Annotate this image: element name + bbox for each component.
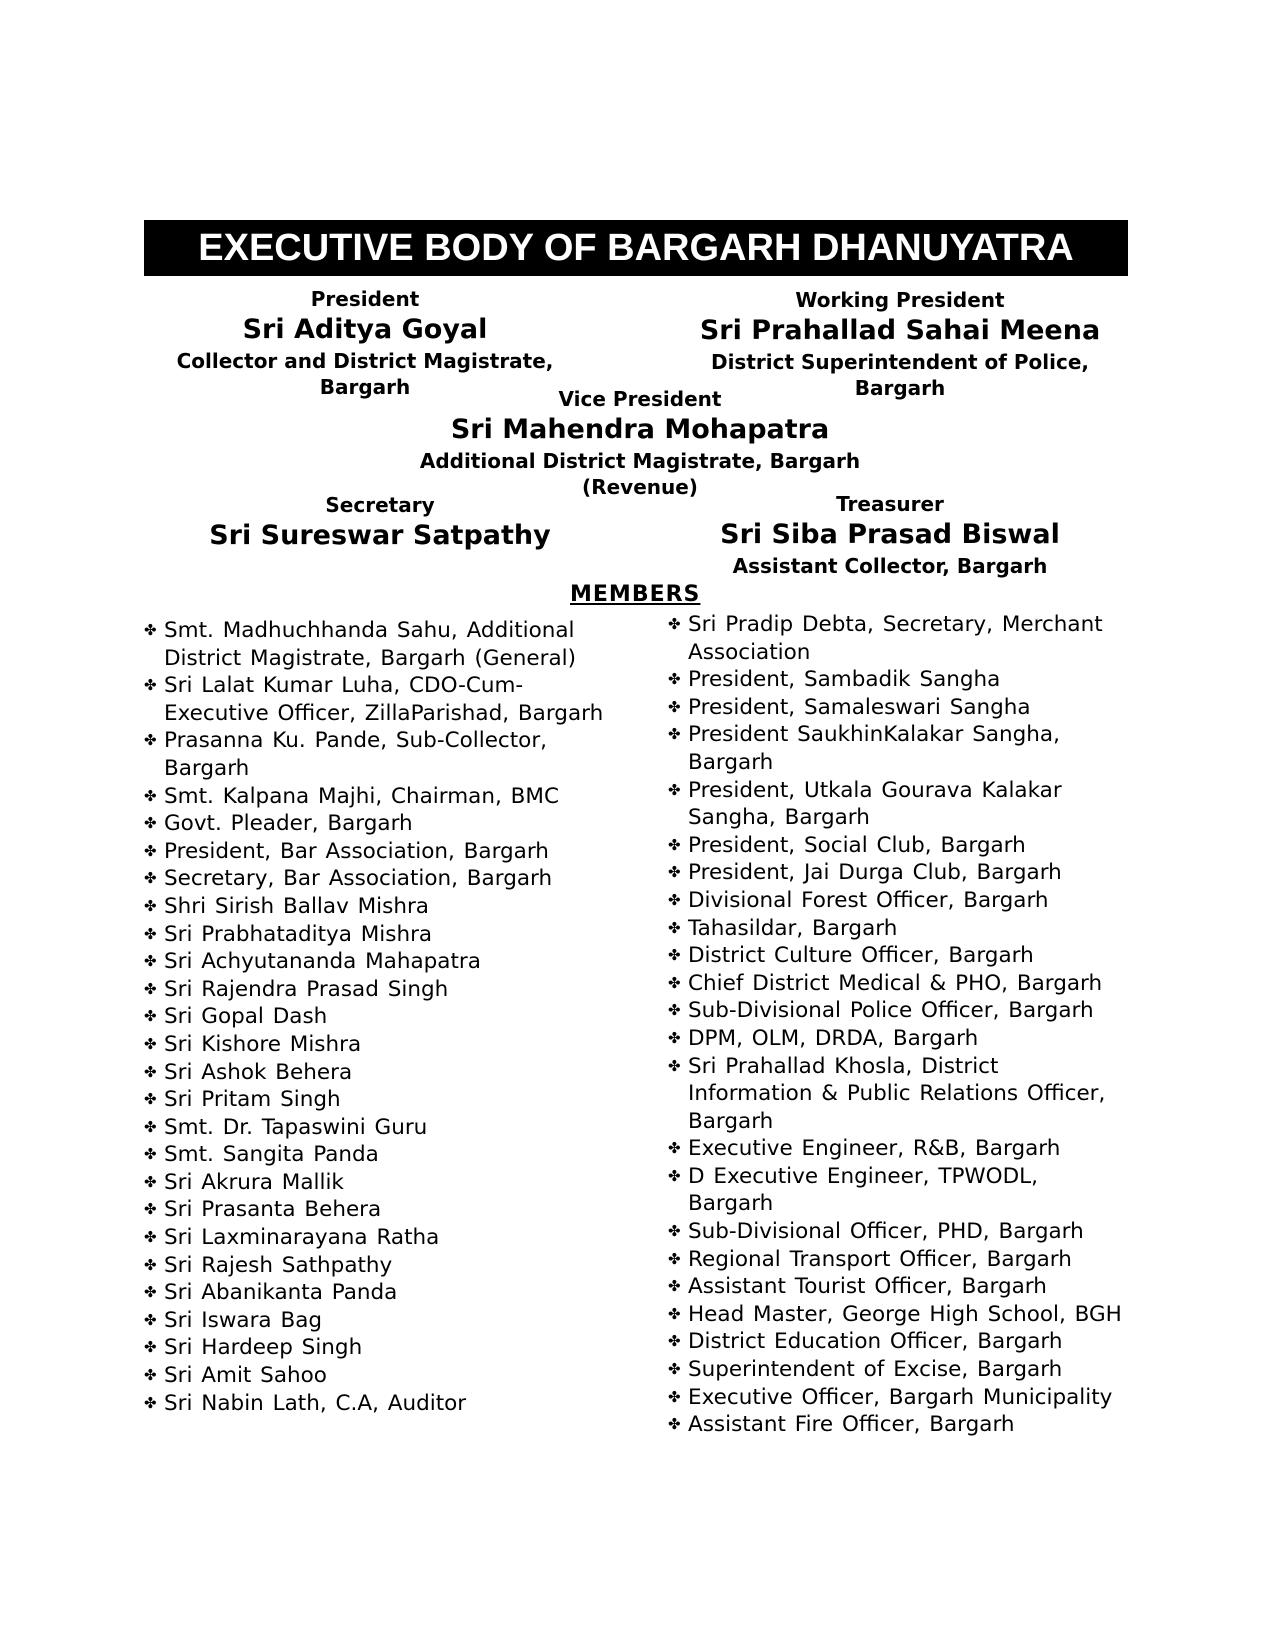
member-text: Sri Nabin Lath, C.A, Auditor xyxy=(164,1390,467,1416)
members-list-left xyxy=(144,617,624,1417)
member-item xyxy=(668,1273,1130,1301)
member-item xyxy=(144,1086,624,1114)
member-text: President, Jai Durga Club, Bargarh xyxy=(688,860,1062,886)
member-text: Prasanna Ku. Pande, Sub-Collector, Bargarh xyxy=(164,728,548,781)
bullet-icon: ✤ xyxy=(144,1283,157,1302)
bullet-icon: ✤ xyxy=(668,1056,681,1075)
member-text: Executive Officer, Bargarh Municipality xyxy=(688,1384,1113,1410)
vice-president-designation-line1: Additional District Magistrate, Bargarh xyxy=(419,449,861,473)
vice-president-name: Sri Mahendra Mohapatra xyxy=(450,414,830,445)
secretary-name: Sri Sureswar Satpathy xyxy=(209,520,551,551)
member-item xyxy=(144,1252,624,1280)
bullet-icon: ✤ xyxy=(144,1172,157,1191)
member-item xyxy=(668,1135,1130,1163)
treasurer-name: Sri Siba Prasad Biswal xyxy=(720,519,1060,550)
member-text: President, Utkala Gourava Kalakar Sangha, Bargarh xyxy=(688,777,1062,831)
bullet-icon: ✤ xyxy=(144,1255,157,1274)
bullet-icon: ✤ xyxy=(144,676,157,695)
member-item xyxy=(144,672,624,727)
bullet-icon: ✤ xyxy=(144,979,157,998)
member-item xyxy=(144,783,624,811)
working-president-role: Working President xyxy=(795,288,1005,312)
vice-president-block xyxy=(400,386,880,500)
member-item xyxy=(668,1301,1130,1329)
member-item xyxy=(668,1384,1130,1412)
member-text: President, Sambadik Sangha xyxy=(688,667,1001,693)
member-text: Assistant Fire Officer, Bargarh xyxy=(688,1412,1015,1438)
member-item xyxy=(668,1025,1130,1053)
bullet-icon: ✤ xyxy=(668,835,681,854)
member-item xyxy=(144,1141,624,1169)
member-text: Sub-Divisional Officer, PHD, Bargarh xyxy=(688,1219,1084,1245)
member-item xyxy=(668,942,1130,970)
member-text: President, Samaleswari Sangha xyxy=(688,694,1031,720)
member-text: Sri Rajendra Prasad Singh xyxy=(164,976,449,1002)
member-item xyxy=(668,1411,1130,1439)
member-item xyxy=(668,915,1130,943)
member-item xyxy=(144,948,624,976)
member-text: Assistant Tourist Officer, Bargarh xyxy=(688,1274,1047,1300)
member-item xyxy=(144,727,624,782)
secretary-block xyxy=(180,492,580,554)
bullet-icon: ✤ xyxy=(144,1034,157,1053)
member-item xyxy=(668,997,1130,1025)
member-item xyxy=(668,970,1130,998)
bullet-icon: ✤ xyxy=(668,780,681,799)
president-block xyxy=(130,286,600,400)
member-item xyxy=(668,832,1130,860)
member-item xyxy=(668,1328,1130,1356)
bullet-icon: ✤ xyxy=(144,1310,157,1329)
bullet-icon: ✤ xyxy=(668,1387,681,1406)
member-item xyxy=(668,1246,1130,1274)
bullet-icon: ✤ xyxy=(144,1090,157,1109)
bullet-icon: ✤ xyxy=(144,924,157,943)
member-text: Sub-Divisional Police Officer, Bargarh xyxy=(688,998,1094,1024)
bullet-icon: ✤ xyxy=(144,1366,157,1385)
member-item xyxy=(668,777,1130,832)
member-text: President, Bar Association, Bargarh xyxy=(164,838,549,864)
member-text: Head Master, George High School, BGH xyxy=(688,1301,1122,1327)
bullet-icon: ✤ xyxy=(144,1007,157,1026)
member-text: Smt. Kalpana Majhi, Chairman, BMC xyxy=(164,783,559,809)
treasurer-block xyxy=(690,491,1090,579)
member-text: Sri Kishore Mishra xyxy=(164,1031,362,1057)
bullet-icon: ✤ xyxy=(668,890,681,909)
member-text: Executive Engineer, R&B, Bargarh xyxy=(688,1136,1061,1162)
member-item xyxy=(668,721,1130,776)
member-text: Shri Sirish Ballav Mishra xyxy=(164,893,429,919)
member-text: Sri Amit Sahoo xyxy=(164,1363,327,1389)
member-item xyxy=(144,1362,624,1390)
member-text: President, Social Club, Bargarh xyxy=(688,832,1026,858)
bullet-icon: ✤ xyxy=(144,896,157,915)
bullet-icon: ✤ xyxy=(144,1338,157,1357)
member-text: Sri Akrura Mallik xyxy=(164,1169,344,1195)
bullet-icon: ✤ xyxy=(144,952,157,971)
working-president-designation-line1: District Superintendent of Police, xyxy=(710,350,1090,374)
vice-president-role: Vice President xyxy=(558,387,722,411)
member-item xyxy=(144,1224,624,1252)
member-item xyxy=(668,666,1130,694)
member-item xyxy=(144,1334,624,1362)
bullet-icon: ✤ xyxy=(144,869,157,888)
member-item xyxy=(144,921,624,949)
bullet-icon: ✤ xyxy=(668,1249,681,1268)
bullet-icon: ✤ xyxy=(144,814,157,833)
bullet-icon: ✤ xyxy=(144,841,157,860)
member-item xyxy=(668,694,1130,722)
member-item xyxy=(144,838,624,866)
member-text: Sri Achyutananda Mahapatra xyxy=(164,949,481,975)
member-item xyxy=(668,859,1130,887)
member-text: Sri Pritam Singh xyxy=(164,1087,341,1113)
member-item xyxy=(144,865,624,893)
member-text: President SaukhinKalakar Sangha, Bargarh xyxy=(688,722,1060,775)
bullet-icon: ✤ xyxy=(144,1062,157,1081)
bullet-icon: ✤ xyxy=(668,1222,681,1241)
president-designation: Collector and District Magistrate, Bargarh xyxy=(176,349,554,399)
member-item xyxy=(668,611,1130,666)
bullet-icon: ✤ xyxy=(144,1145,157,1164)
member-text: Sri Prasanta Behera xyxy=(164,1197,382,1223)
working-president-designation-line2: Bargarh xyxy=(854,376,946,400)
member-item xyxy=(144,1390,624,1418)
member-item xyxy=(668,1053,1130,1136)
member-item xyxy=(144,1059,624,1087)
member-text: DPM, OLM, DRDA, Bargarh xyxy=(688,1025,979,1051)
bullet-icon: ✤ xyxy=(668,918,681,937)
member-text: Smt. Sangita Panda xyxy=(164,1142,379,1168)
member-text: District Education Officer, Bargarh xyxy=(688,1329,1063,1355)
page-title: EXECUTIVE BODY OF BARGARH DHANUYATRA xyxy=(144,220,1128,276)
member-text: Chief District Medical & PHO, Bargarh xyxy=(688,970,1103,996)
treasurer-designation: Assistant Collector, Bargarh xyxy=(732,554,1048,578)
member-text: Secretary, Bar Association, Bargarh xyxy=(164,866,553,892)
member-text: District Culture Officer, Bargarh xyxy=(688,943,1034,969)
member-item xyxy=(144,1307,624,1335)
member-text: Superintendent of Excise, Bargarh xyxy=(688,1357,1063,1383)
member-text: Govt. Pleader, Bargarh xyxy=(164,811,413,837)
member-item xyxy=(668,1356,1130,1384)
member-text: Sri Laxminarayana Ratha xyxy=(164,1225,440,1251)
president-name: Sri Aditya Goyal xyxy=(242,314,488,345)
member-item xyxy=(144,1196,624,1224)
bullet-icon: ✤ xyxy=(144,731,157,750)
member-text: Smt. Dr. Tapaswini Guru xyxy=(164,1114,428,1140)
member-text: Sri Pradip Debta, Secretary, Merchant Association xyxy=(688,612,1103,665)
member-text: Divisional Forest Officer, Bargarh xyxy=(688,887,1049,913)
bullet-icon: ✤ xyxy=(668,697,681,716)
member-text: Regional Transport Officer, Bargarh xyxy=(688,1246,1072,1272)
bullet-icon: ✤ xyxy=(668,1001,681,1020)
bullet-icon: ✤ xyxy=(144,1200,157,1219)
member-text: Tahasildar, Bargarh xyxy=(688,915,898,941)
members-list-right xyxy=(668,611,1130,1439)
member-item xyxy=(668,1218,1130,1246)
member-item xyxy=(144,1279,624,1307)
bullet-icon: ✤ xyxy=(668,1277,681,1296)
member-text: Sri Abanikanta Panda xyxy=(164,1280,398,1306)
president-role: President xyxy=(310,287,420,311)
member-text: D Executive Engineer, TPWODL, Bargarh xyxy=(688,1163,1038,1217)
bullet-icon: ✤ xyxy=(668,670,681,689)
bullet-icon: ✤ xyxy=(668,1360,681,1379)
bullet-icon: ✤ xyxy=(668,1166,681,1185)
member-item xyxy=(144,1114,624,1142)
bullet-icon: ✤ xyxy=(668,1139,681,1158)
vice-president-designation-line2: (Revenue) xyxy=(582,475,698,499)
member-text: Sri Prahallad Khosla, District Information & Public Relations Officer, Bargarh xyxy=(688,1053,1106,1134)
bullet-icon: ✤ xyxy=(668,1415,681,1434)
member-item xyxy=(668,887,1130,915)
bullet-icon: ✤ xyxy=(668,1028,681,1047)
member-item xyxy=(144,893,624,921)
bullet-icon: ✤ xyxy=(668,863,681,882)
bullet-icon: ✤ xyxy=(144,1393,157,1412)
member-item xyxy=(144,1003,624,1031)
secretary-role: Secretary xyxy=(325,493,435,517)
member-item xyxy=(144,1169,624,1197)
member-text: Sri Hardeep Singh xyxy=(164,1335,363,1361)
treasurer-role: Treasurer xyxy=(836,492,944,516)
bullet-icon: ✤ xyxy=(144,621,157,639)
members-heading: MEMBERS xyxy=(570,582,701,607)
bullet-icon: ✤ xyxy=(144,1117,157,1136)
bullet-icon: ✤ xyxy=(144,786,157,805)
member-text: Sri Iswara Bag xyxy=(164,1307,323,1333)
member-item xyxy=(144,810,624,838)
bullet-icon: ✤ xyxy=(668,615,681,633)
bullet-icon: ✤ xyxy=(668,973,681,992)
member-text: Smt. Madhuchhanda Sahu, Additional District Magistrate, Bargarh (General) xyxy=(164,618,577,671)
member-text: Sri Ashok Behera xyxy=(164,1059,353,1085)
member-text: Sri Prabhataditya Mishra xyxy=(164,921,433,947)
member-item xyxy=(144,976,624,1004)
member-item xyxy=(668,1163,1130,1218)
bullet-icon: ✤ xyxy=(144,1228,157,1247)
bullet-icon: ✤ xyxy=(668,725,681,744)
member-text: Sri Gopal Dash xyxy=(164,1004,328,1030)
member-item xyxy=(144,617,624,672)
working-president-name: Sri Prahallad Sahai Meena xyxy=(699,315,1101,346)
working-president-block xyxy=(660,287,1140,401)
member-item xyxy=(144,1031,624,1059)
member-text: Sri Rajesh Sathpathy xyxy=(164,1252,393,1278)
bullet-icon: ✤ xyxy=(668,1332,681,1351)
bullet-icon: ✤ xyxy=(668,946,681,965)
member-text: Sri Lalat Kumar Luha, CDO-Cum-Executive Officer, ZillaParishad, Bargarh xyxy=(164,673,604,726)
bullet-icon: ✤ xyxy=(668,1304,681,1323)
